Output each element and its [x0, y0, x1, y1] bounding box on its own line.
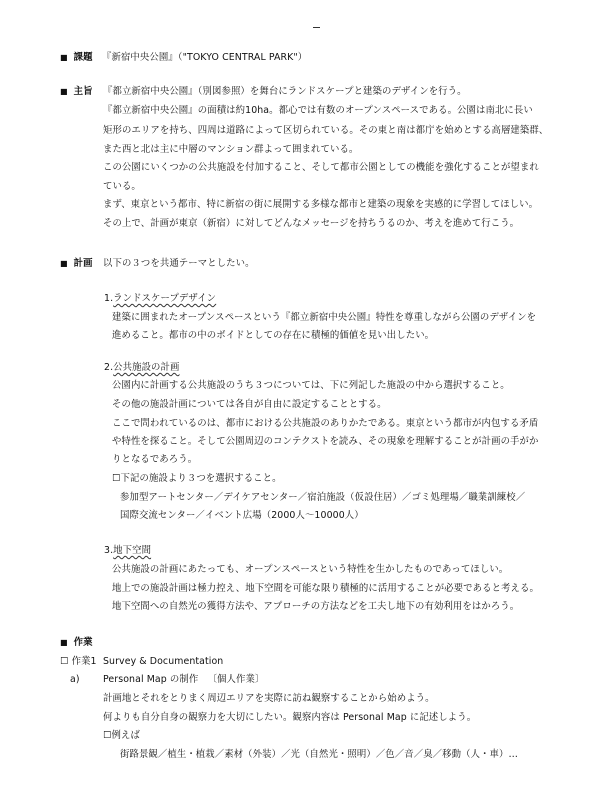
section-purpose-heading: ■ 主旨 — [60, 86, 93, 97]
task1-title: Survey & Documentation — [103, 656, 224, 667]
purpose-line: 『都立新宿中央公園』の面積は約10ha。都心では有数のオープンスペースである。公園は南北に長い — [103, 105, 533, 116]
theme1-heading: 1.ランドスケープデザイン — [104, 293, 217, 304]
purpose-line: 『都立新宿中央公園』（別図参照）を舞台にランドスケープと建築のデザインを行う。 — [103, 86, 467, 97]
theme3-line: 地上での施設計画は極力控え、地下空間を可能な限り積極的に活用することが必要であると考える。 — [112, 583, 539, 594]
example-list: 街路景観／植生・植栽／素材（外装）／光（自然光・照明）／色／音／臭／移動（人・車）… — [120, 749, 518, 760]
item-a-title: Personal Map の制作 〔個人作業〕 — [103, 674, 265, 685]
plan-intro: 以下の３つを共通テーマとしたい。 — [103, 258, 255, 269]
facility-list-line: 参加型アートセンター／デイケアセンター／宿泊施設（仮設住居）／ゴミ処理場／職業訓練校／ — [120, 492, 526, 503]
purpose-line: また西と北は主に中層のマンション群よって囲まれている。 — [103, 144, 359, 155]
theme2-select-note: ☐下記の施設より３つを選択すること。 — [112, 473, 282, 484]
purpose-line: この公園にいくつかの公共施設を付加すること、そして都市公園としての機能を強化することが望まれ — [103, 162, 539, 173]
purpose-line: 矩形のエリアを持ち、四周は道路によって区切られている。その東と南は都庁を始めとする高層建築群、 — [103, 125, 549, 136]
section-title-heading: ■ 課題 — [60, 52, 93, 63]
theme2-line: ここで問われているのは、都市における公共施設のありかたである。東京という都市が内包する矛盾 — [112, 418, 539, 429]
item-a-line: 計画地とそれをとりまく周辺エリアを実際に訪ね観察することから始めよう。 — [103, 693, 435, 704]
theme2-line: その他の施設計画については各自が自由に設定することとする。 — [112, 399, 387, 410]
item-a-label: a) — [70, 674, 80, 685]
theme3-line: 公共施設の計画にあたっても、オープンスペースという特性を生かしたものであってほしい。 — [112, 564, 509, 575]
purpose-line: ている。 — [103, 181, 141, 192]
section-plan-heading: ■ 計画 — [60, 258, 93, 269]
theme2-line: や特性を探ること。そして公園周辺のコンテクストを読み、その現象を理解することが計画の手がか — [112, 436, 539, 447]
project-title: 『新宿中央公園』（"TOKYO CENTRAL PARK"） — [102, 52, 308, 63]
page-mark — [313, 27, 320, 28]
purpose-line: その上で、計画が東京（新宿）に対してどんなメッセージを持ちうるのか、考えを進めて行こう。 — [103, 218, 520, 229]
item-a-line: 何よりも自分自身の観察力を大切にしたい。観察内容は Personal Map に記述しよう。 — [103, 712, 477, 723]
theme2-heading: 2.公共施設の計画 — [104, 362, 180, 373]
theme3-heading: 3.地下空間 — [104, 545, 152, 556]
theme2-line: 公園内に計画する公共施設のうち３つについては、下に列記した施設の中から選択すること。 — [112, 380, 510, 391]
task1-label: ☐ 作業1 — [60, 656, 97, 667]
theme2-line: りとなるであろう。 — [112, 454, 198, 465]
theme3-line: 地下空間への自然光の獲得方法や、アプローチの方法などを工夫し地下の有効利用をはかろう。 — [112, 601, 520, 612]
purpose-line: まず、東京という都市、特に新宿の街に展開する多様な都市と建築の現象を実感的に学習してほしい。 — [103, 199, 539, 210]
example-label: ☐例えば — [103, 730, 140, 741]
section-work-heading: ■ 作業 — [60, 637, 93, 648]
theme1-line: 進めること。都市の中のボイドとしての存在に積極的価値を見い出したい。 — [112, 330, 435, 341]
facility-list-line: 国際交流センター／イベント広場（2000人〜10000人） — [120, 510, 364, 521]
theme1-line: 建築に囲まれたオープンスペースという『都立新宿中央公園』特性を尊重しながら公園のデザインを — [112, 312, 537, 323]
